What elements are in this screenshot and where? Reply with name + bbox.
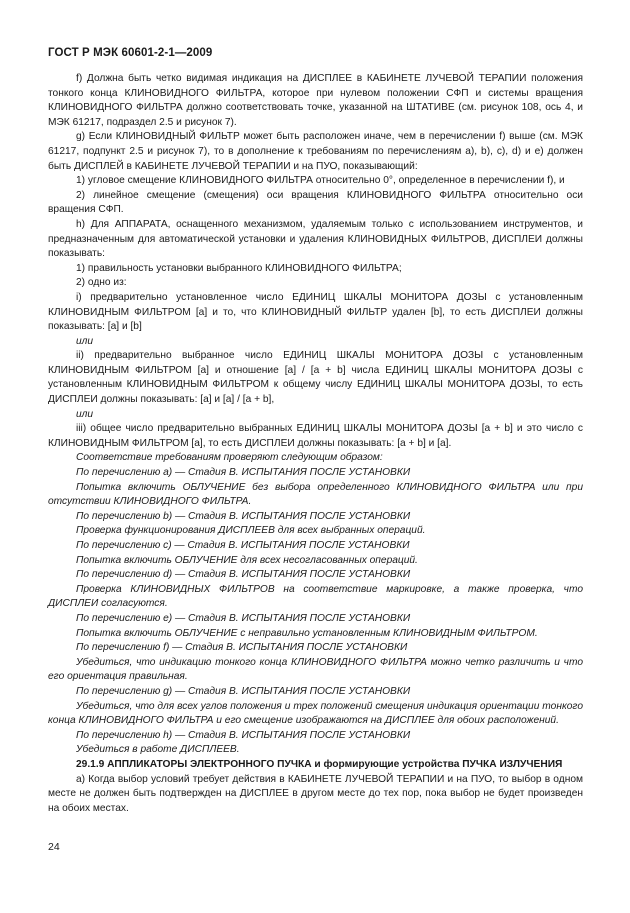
document-body (48, 72, 583, 816)
document-header: ГОСТ Р МЭК 60601-2-1—2009 (48, 47, 213, 59)
clause-h-item-1: 1) правильность установки выбранного КЛИНОВИДНОГО ФИЛЬТРА; (76, 262, 402, 274)
test-text-a: Попытка включить ОБЛУЧЕНИЕ без выбора определенного КЛИНОВИДНОГО ФИЛЬТРА или при отсутствии КЛИНОВИДНОГО ФИЛЬТРА. (48, 481, 583, 508)
option-iii: iii) общее число предварительно выбранных ЕДИНИЦ ШКАЛЫ МОНИТОРА ДОЗЫ [a + b] и это число с КЛИНОВИДНЫМ ФИЛЬТРОМ [a], то есть ДИСПЛЕИ должны показывать: [a + b] и [a]. (48, 423, 583, 449)
or-separator: или (76, 335, 94, 347)
option-i: i) предварительно установленное число ЕДИНИЦ ШКАЛЫ МОНИТОРА ДОЗЫ с установленным КЛИНОВИДНЫМ ФИЛЬТРОМ [a] и то, что КЛИНОВИДНЫЙ ФИЛЬТР удален [b], то есть ДИСПЛЕИ должны показывать: [a] и [b] (48, 291, 583, 333)
section-heading-29-1-9: 29.1.9 АППЛИКАТОРЫ ЭЛЕКТРОННОГО ПУЧКА и формирующие устройства ПУЧКА ИЗЛУЧЕНИЯ (76, 758, 563, 770)
test-text-c: Попытка включить ОБЛУЧЕНИЕ для всех несогласованных операций. (76, 554, 418, 566)
test-text-h: Убедиться в работе ДИСПЛЕЕВ. (76, 744, 240, 756)
clause-h-item-2: 2) одно из: (76, 277, 127, 289)
test-heading-f: По перечислению f) — Стадия В. ИСПЫТАНИЯ ПОСЛЕ УСТАНОВКИ (76, 642, 408, 654)
test-heading-d: По перечислению d) — Стадия В. ИСПЫТАНИЯ ПОСЛЕ УСТАНОВКИ (76, 569, 411, 581)
test-text-d: Проверка КЛИНОВИДНЫХ ФИЛЬТРОВ на соответствие маркировке, а также проверка, что ДИСПЛЕИ согласуются. (48, 583, 583, 610)
test-heading-a: По перечислению a) — Стадия В. ИСПЫТАНИЯ ПОСЛЕ УСТАНОВКИ (76, 467, 411, 479)
test-heading-g: По перечислению g) — Стадия В. ИСПЫТАНИЯ ПОСЛЕ УСТАНОВКИ (76, 685, 411, 697)
test-heading-b: По перечислению b) — Стадия В. ИСПЫТАНИЯ ПОСЛЕ УСТАНОВКИ (76, 510, 411, 522)
test-heading-h: По перечислению h) — Стадия В. ИСПЫТАНИЯ ПОСЛЕ УСТАНОВКИ (76, 729, 411, 741)
clause-h: h) Для АППАРАТА, оснащенного механизмом, удаляемым только с использованием инструментов, и предназначенным для автоматической установки и удаления КЛИНОВИДНЫХ ФИЛЬТРОВ, ДИСПЛЕИ должны показывать: (48, 218, 583, 260)
test-heading-c: По перечислению c) — Стадия В. ИСПЫТАНИЯ ПОСЛЕ УСТАНОВКИ (76, 540, 410, 551)
test-text-g: Убедиться, что для всех углов положения и трех положений смещения индикация ориентации тонкого конца КЛИНОВИДНОГО ФИЛЬТРА и его смещение изображаются на ДИСПЛЕЕ для обоих расположений. (48, 700, 583, 727)
clause-g: g) Если КЛИНОВИДНЫЙ ФИЛЬТР может быть расположен иначе, чем в перечислении f) выше (см. МЭК 61217, подпункт 2.5 и рисунок 7), то в дополнение к требованиям по перечислениям a), b), c), d) и e) должен быть ДИСПЛЕЙ в КАБИНЕТЕ ЛУЧЕВОЙ ТЕРАПИИ и на ПУО, показывающий: (48, 131, 583, 172)
option-ii: ii) предварительно выбранное число ЕДИНИЦ ШКАЛЫ МОНИТОРА ДОЗЫ с установленным КЛИНОВИДНЫМ ФИЛЬТРОМ [a] и отношение [a] / [a + b] числа ЕДИНИЦ ШКАЛЫ МОНИТОРА ДОЗЫ с установленным КЛИНОВИДНЫМ ФИЛЬТРОМ к общему числу ЕДИНИЦ ШКАЛЫ МОНИТОРА ДОЗЫ, то есть ДИСПЛЕИ должны показывать: [a] и [a] / [a + b], (48, 350, 583, 406)
compliance-intro: Соответствие требованиям проверяют следующим образом: (76, 452, 383, 464)
page-number: 24 (48, 841, 60, 853)
test-text-b: Проверка функционирования ДИСПЛЕЕВ для всех выбранных операций. (76, 525, 426, 537)
test-heading-e: По перечислению e) — Стадия В. ИСПЫТАНИЯ ПОСЛЕ УСТАНОВКИ (76, 612, 411, 624)
clause-g-item-2: 2) линейное смещение (смещения) оси вращения КЛИНОВИДНОГО ФИЛЬТРА относительно оси вращения СФП. (48, 189, 583, 216)
test-text-e: Попытка включить ОБЛУЧЕНИЕ с неправильно установленным КЛИНОВИДНЫМ ФИЛЬТРОМ. (76, 627, 538, 639)
test-text-f: Убедиться, что индикацию тонкого конца КЛИНОВИДНОГО ФИЛЬТРА можно четко различить и что его ориентация правильная. (48, 656, 583, 683)
clause-29-1-9-a: a) Когда выбор условий требует действия в КАБИНЕТЕ ЛУЧЕВОЙ ТЕРАПИИ и на ПУО, то выбор в одном месте не должен быть подтвержден на ДИСПЛЕЕ в другом месте до тех пор, пока выбор не будет произведен на обоих местах. (48, 773, 583, 814)
clause-f: f) Должна быть четко видимая индикация на ДИСПЛЕЕ в КАБИНЕТЕ ЛУЧЕВОЙ ТЕРАПИИ положения тонкого конца КЛИНОВИДНОГО ФИЛЬТРА, которое при нулевом положении СФП и системы вращения КЛИНОВИДНОГО ФИЛЬТРА должно соответствовать точке, указанной на ШТАТИВЕ (см. рисунок 108, ось 4, и МЭК 61217, подраздел 2.5 и рисунок 7). (48, 73, 583, 128)
clause-g-item-1: 1) угловое смещение КЛИНОВИДНОГО ФИЛЬТРА относительно 0°, определенное в перечислении f), и (76, 175, 565, 187)
or-separator: или (76, 408, 94, 420)
